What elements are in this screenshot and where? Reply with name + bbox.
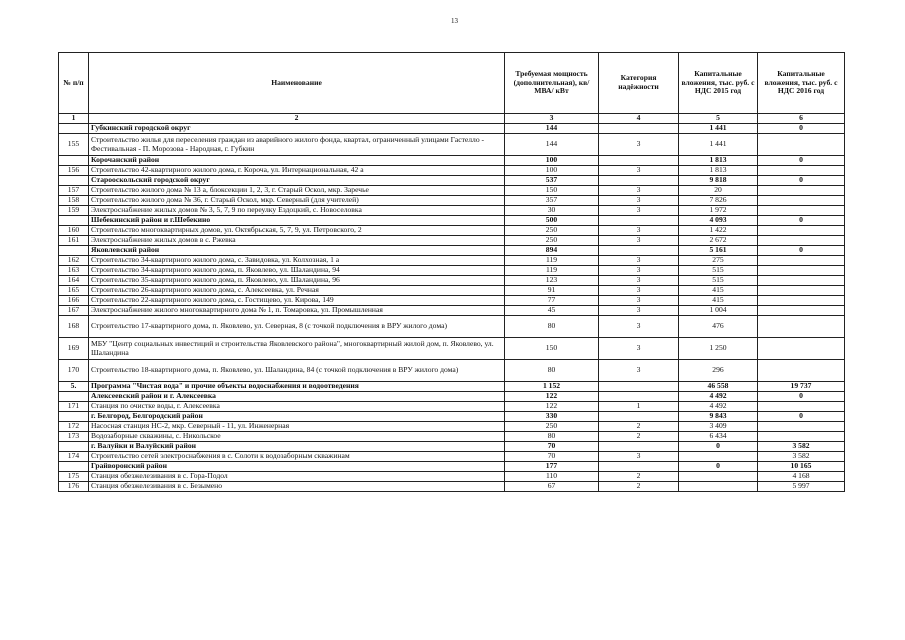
row-category: 3 bbox=[599, 452, 679, 462]
row-power: 77 bbox=[505, 296, 599, 306]
row-number: 162 bbox=[59, 256, 89, 266]
row-number bbox=[59, 156, 89, 166]
row-power: 500 bbox=[505, 216, 599, 226]
row-power: 330 bbox=[505, 412, 599, 422]
section-row bbox=[59, 156, 845, 166]
row-category: 3 bbox=[599, 186, 679, 196]
row-cap-2015 bbox=[679, 472, 758, 482]
row-power: 80 bbox=[505, 316, 599, 338]
row-cap-2015: 4 492 bbox=[679, 402, 758, 412]
table-row bbox=[59, 402, 845, 412]
section-row bbox=[59, 176, 845, 186]
row-power: 122 bbox=[505, 392, 599, 402]
row-cap-2016: 0 bbox=[758, 156, 845, 166]
row-name: Станция по очистке воды, г. Алексеевка bbox=[89, 402, 505, 412]
row-cap-2015: 7 826 bbox=[679, 196, 758, 206]
row-cap-2015: 476 bbox=[679, 316, 758, 338]
row-number: 173 bbox=[59, 432, 89, 442]
row-number: 166 bbox=[59, 296, 89, 306]
row-power: 110 bbox=[505, 472, 599, 482]
row-category: 2 bbox=[599, 432, 679, 442]
table-row bbox=[59, 432, 845, 442]
header-category: Категория надёжности bbox=[599, 53, 679, 114]
row-number: 169 bbox=[59, 338, 89, 360]
row-power: 250 bbox=[505, 226, 599, 236]
row-power: 70 bbox=[505, 452, 599, 462]
row-name: Губкинский городской округ bbox=[89, 124, 505, 134]
row-cap-2015: 2 672 bbox=[679, 236, 758, 246]
row-cap-2015: 5 161 bbox=[679, 246, 758, 256]
row-name: Электроснабжение жилых домов в с. Ржевка bbox=[89, 236, 505, 246]
table-row bbox=[59, 186, 845, 196]
row-cap-2016: 5 997 bbox=[758, 482, 845, 492]
row-category: 3 bbox=[599, 360, 679, 382]
row-number: 159 bbox=[59, 206, 89, 216]
row-power: 537 bbox=[505, 176, 599, 186]
row-name: Строительство сетей электроснабжения в с. Солоти к водозаборным скважинам bbox=[89, 452, 505, 462]
row-number: 5. bbox=[59, 382, 89, 392]
header-row bbox=[59, 53, 845, 114]
row-number: 155 bbox=[59, 134, 89, 156]
table-row bbox=[59, 196, 845, 206]
row-cap-2016: 0 bbox=[758, 176, 845, 186]
row-number: 164 bbox=[59, 276, 89, 286]
table-row bbox=[59, 166, 845, 176]
row-category: 3 bbox=[599, 338, 679, 360]
row-cap-2016 bbox=[758, 296, 845, 306]
row-number: 171 bbox=[59, 402, 89, 412]
table-row bbox=[59, 338, 845, 360]
section-row bbox=[59, 124, 845, 134]
row-cap-2016 bbox=[758, 286, 845, 296]
row-category bbox=[599, 412, 679, 422]
header-number: 4 bbox=[599, 114, 679, 124]
row-number: 161 bbox=[59, 236, 89, 246]
row-cap-2016: 3 582 bbox=[758, 442, 845, 452]
row-power: 67 bbox=[505, 482, 599, 492]
row-power: 122 bbox=[505, 402, 599, 412]
row-name: Старооскольский городской округ bbox=[89, 176, 505, 186]
row-cap-2015: 9 818 bbox=[679, 176, 758, 186]
table-row bbox=[59, 226, 845, 236]
row-cap-2016 bbox=[758, 422, 845, 432]
header-name: Наименование bbox=[89, 53, 505, 114]
row-category: 3 bbox=[599, 196, 679, 206]
row-number bbox=[59, 176, 89, 186]
row-category: 3 bbox=[599, 306, 679, 316]
row-category: 3 bbox=[599, 166, 679, 176]
row-power: 177 bbox=[505, 462, 599, 472]
row-category bbox=[599, 462, 679, 472]
header-power: Требуемая мощность (дополнительная), кв/ МВА/ кВт bbox=[505, 53, 599, 114]
table-row bbox=[59, 286, 845, 296]
row-number: 168 bbox=[59, 316, 89, 338]
table-body bbox=[59, 124, 845, 492]
row-cap-2016 bbox=[758, 402, 845, 412]
section-row bbox=[59, 382, 845, 392]
row-name: Строительство 42-квартирного жилого дома, г. Короча, ул. Интернациональная, 42 а bbox=[89, 166, 505, 176]
row-name: Строительство 34-квартирного жилого дома, п. Яковлево, ул. Шаландина, 94 bbox=[89, 266, 505, 276]
row-cap-2015: 1 813 bbox=[679, 166, 758, 176]
table-row bbox=[59, 266, 845, 276]
row-name: Водозаборные скважины, с. Никольское bbox=[89, 432, 505, 442]
row-cap-2015: 4 492 bbox=[679, 392, 758, 402]
row-cap-2016 bbox=[758, 226, 845, 236]
section-row bbox=[59, 216, 845, 226]
row-name: Грайворонский район bbox=[89, 462, 505, 472]
row-number: 158 bbox=[59, 196, 89, 206]
row-power: 119 bbox=[505, 266, 599, 276]
row-cap-2016 bbox=[758, 360, 845, 382]
table-row bbox=[59, 306, 845, 316]
row-name: Строительство 18-квартирного дома, п. Яковлево, ул. Шаландина, 84 (с точкой подключения в ВРУ жилого дома) bbox=[89, 360, 505, 382]
row-cap-2016 bbox=[758, 196, 845, 206]
row-number: 176 bbox=[59, 482, 89, 492]
row-number bbox=[59, 442, 89, 452]
row-power: 45 bbox=[505, 306, 599, 316]
row-power: 144 bbox=[505, 124, 599, 134]
row-cap-2015: 275 bbox=[679, 256, 758, 266]
row-name: Яковлевский район bbox=[89, 246, 505, 256]
row-category: 3 bbox=[599, 206, 679, 216]
table-row bbox=[59, 316, 845, 338]
row-category bbox=[599, 392, 679, 402]
row-power: 150 bbox=[505, 338, 599, 360]
section-row bbox=[59, 442, 845, 452]
row-name: Строительство 35-квартирного жилого дома, п. Яковлево, ул. Шаландина, 96 bbox=[89, 276, 505, 286]
row-cap-2016 bbox=[758, 338, 845, 360]
row-name: Строительство 26-квартирного жилого дома, с. Алексеевка, ул. Речная bbox=[89, 286, 505, 296]
row-number: 175 bbox=[59, 472, 89, 482]
row-cap-2015: 20 bbox=[679, 186, 758, 196]
row-power: 100 bbox=[505, 156, 599, 166]
row-cap-2016 bbox=[758, 276, 845, 286]
row-power: 150 bbox=[505, 186, 599, 196]
table-row bbox=[59, 482, 845, 492]
row-name: Станция обезжелезивания в с. Гора-Подол bbox=[89, 472, 505, 482]
row-cap-2015: 1 422 bbox=[679, 226, 758, 236]
table-row bbox=[59, 296, 845, 306]
row-number: 170 bbox=[59, 360, 89, 382]
row-power: 894 bbox=[505, 246, 599, 256]
header-number-row bbox=[59, 114, 845, 124]
table-row bbox=[59, 422, 845, 432]
row-cap-2016 bbox=[758, 432, 845, 442]
row-category: 3 bbox=[599, 226, 679, 236]
row-cap-2015: 46 558 bbox=[679, 382, 758, 392]
header-num: № п/п bbox=[59, 53, 89, 114]
row-name: МБУ "Центр социальных инвестиций и строительства Яковлевского района", многоквартирный жилой дом, п. Яковлево, ул. Шаландина bbox=[89, 338, 505, 360]
row-category: 2 bbox=[599, 422, 679, 432]
row-name: Шебекинский район и г.Шебекино bbox=[89, 216, 505, 226]
table-row bbox=[59, 472, 845, 482]
row-number bbox=[59, 392, 89, 402]
row-power: 30 bbox=[505, 206, 599, 216]
row-category: 3 bbox=[599, 286, 679, 296]
row-name: Строительство жилого дома № 36, г. Старый Оскол, мкр. Северный (для учителей) bbox=[89, 196, 505, 206]
row-cap-2015: 415 bbox=[679, 296, 758, 306]
row-number: 156 bbox=[59, 166, 89, 176]
row-name: Станция обезжелезивания в с. Безымено bbox=[89, 482, 505, 492]
row-cap-2015: 9 843 bbox=[679, 412, 758, 422]
row-number bbox=[59, 246, 89, 256]
row-category: 3 bbox=[599, 134, 679, 156]
row-name: Электроснабжение жилых домов № 3, 5, 7, 9 по переулку Ездоцкий, с. Новоселовка bbox=[89, 206, 505, 216]
row-cap-2016 bbox=[758, 266, 845, 276]
table-row bbox=[59, 134, 845, 156]
row-category bbox=[599, 382, 679, 392]
row-cap-2016: 3 582 bbox=[758, 452, 845, 462]
table-row bbox=[59, 452, 845, 462]
row-cap-2016: 10 165 bbox=[758, 462, 845, 472]
row-cap-2016 bbox=[758, 186, 845, 196]
row-cap-2015: 4 093 bbox=[679, 216, 758, 226]
row-cap-2015: 0 bbox=[679, 462, 758, 472]
row-cap-2015: 1 004 bbox=[679, 306, 758, 316]
row-cap-2016 bbox=[758, 306, 845, 316]
row-category: 3 bbox=[599, 236, 679, 246]
row-category bbox=[599, 176, 679, 186]
row-category bbox=[599, 216, 679, 226]
row-category: 3 bbox=[599, 266, 679, 276]
row-power: 70 bbox=[505, 442, 599, 452]
row-name: Программа "Чистая вода" и прочие объекты водоснабжения и водоотведения bbox=[89, 382, 505, 392]
row-cap-2016: 0 bbox=[758, 216, 845, 226]
page-number: 13 bbox=[451, 17, 458, 25]
row-category: 3 bbox=[599, 316, 679, 338]
row-number: 157 bbox=[59, 186, 89, 196]
header-number: 3 bbox=[505, 114, 599, 124]
row-number bbox=[59, 412, 89, 422]
row-power: 1 152 bbox=[505, 382, 599, 392]
row-number: 160 bbox=[59, 226, 89, 236]
header-cap-2015: Капитальные вложения, тыс. руб. с НДС 2015 год bbox=[679, 53, 758, 114]
row-cap-2016 bbox=[758, 206, 845, 216]
table-row bbox=[59, 360, 845, 382]
row-cap-2016 bbox=[758, 316, 845, 338]
row-number: 165 bbox=[59, 286, 89, 296]
row-name: Строительство многоквартирных домов, ул. Октябрьская, 5, 7, 9, ул. Петровского, 2 bbox=[89, 226, 505, 236]
row-power: 250 bbox=[505, 236, 599, 246]
header-number: 1 bbox=[59, 114, 89, 124]
row-category: 3 bbox=[599, 276, 679, 286]
row-name: г. Белгород, Белгородский район bbox=[89, 412, 505, 422]
row-name: Насосная станция НС-2, мкр. Северный - 11, ул. Инженерная bbox=[89, 422, 505, 432]
row-cap-2015: 0 bbox=[679, 442, 758, 452]
row-cap-2015: 3 409 bbox=[679, 422, 758, 432]
row-power: 357 bbox=[505, 196, 599, 206]
row-cap-2015: 1 972 bbox=[679, 206, 758, 216]
row-cap-2016 bbox=[758, 256, 845, 266]
row-cap-2015 bbox=[679, 482, 758, 492]
row-name: Электроснабжение жилого многоквартирного дома № 1, п. Томаровка, ул. Промышленная bbox=[89, 306, 505, 316]
header-number: 5 bbox=[679, 114, 758, 124]
row-cap-2016 bbox=[758, 166, 845, 176]
row-cap-2015: 6 434 bbox=[679, 432, 758, 442]
row-cap-2015: 1 441 bbox=[679, 134, 758, 156]
table-row bbox=[59, 236, 845, 246]
row-number bbox=[59, 462, 89, 472]
row-category: 3 bbox=[599, 256, 679, 266]
row-name: г. Валуйки и Валуйский район bbox=[89, 442, 505, 452]
row-cap-2015: 1 813 bbox=[679, 156, 758, 166]
row-cap-2015: 1 250 bbox=[679, 338, 758, 360]
row-cap-2016: 19 737 bbox=[758, 382, 845, 392]
section-row bbox=[59, 412, 845, 422]
row-cap-2016 bbox=[758, 134, 845, 156]
row-category bbox=[599, 246, 679, 256]
row-category bbox=[599, 124, 679, 134]
row-cap-2015: 1 441 bbox=[679, 124, 758, 134]
section-row bbox=[59, 392, 845, 402]
row-cap-2015 bbox=[679, 452, 758, 462]
row-category bbox=[599, 156, 679, 166]
row-cap-2016 bbox=[758, 236, 845, 246]
section-row bbox=[59, 462, 845, 472]
row-category: 2 bbox=[599, 482, 679, 492]
row-name: Строительство 17-квартирного дома, п. Яковлево, ул. Северная, 8 (с точкой подключения в ВРУ жилого дома) bbox=[89, 316, 505, 338]
section-row bbox=[59, 246, 845, 256]
row-power: 91 bbox=[505, 286, 599, 296]
row-category: 2 bbox=[599, 472, 679, 482]
row-cap-2015: 515 bbox=[679, 276, 758, 286]
table-row bbox=[59, 256, 845, 266]
row-number: 174 bbox=[59, 452, 89, 462]
row-cap-2015: 515 bbox=[679, 266, 758, 276]
row-cap-2016: 0 bbox=[758, 392, 845, 402]
row-number bbox=[59, 216, 89, 226]
table-row bbox=[59, 276, 845, 286]
row-power: 80 bbox=[505, 432, 599, 442]
row-category: 3 bbox=[599, 296, 679, 306]
row-number: 163 bbox=[59, 266, 89, 276]
row-power: 80 bbox=[505, 360, 599, 382]
row-power: 250 bbox=[505, 422, 599, 432]
row-name: Строительство жилого дома № 13 а, блоксекции 1, 2, 3, г. Старый Оскол, мкр. Заречье bbox=[89, 186, 505, 196]
row-number: 172 bbox=[59, 422, 89, 432]
table-row bbox=[59, 206, 845, 216]
row-name: Алексеевский район и г. Алексеевка bbox=[89, 392, 505, 402]
row-cap-2016: 0 bbox=[758, 124, 845, 134]
row-name: Строительство 34-квартирного жилого дома, с. Завидовка, ул. Колхозная, 1 а bbox=[89, 256, 505, 266]
header-number: 2 bbox=[89, 114, 505, 124]
row-cap-2015: 415 bbox=[679, 286, 758, 296]
row-power: 100 bbox=[505, 166, 599, 176]
investment-table bbox=[58, 52, 845, 492]
header-cap-2016: Капитальные вложения, тыс. руб. с НДС 2016 год bbox=[758, 53, 845, 114]
row-name: Строительство 22-квартирного жилого дома, с. Гостищево, ул. Кирова, 149 bbox=[89, 296, 505, 306]
row-power: 123 bbox=[505, 276, 599, 286]
row-category: 1 bbox=[599, 402, 679, 412]
row-cap-2016: 4 168 bbox=[758, 472, 845, 482]
row-name: Строительство жилья для переселения граждан из аварийного жилого фонда, квартал, ограниченный улицами Гастелло - Фестивальная - П. Морозова - Народная, г. Губкин bbox=[89, 134, 505, 156]
row-power: 144 bbox=[505, 134, 599, 156]
row-number: 167 bbox=[59, 306, 89, 316]
row-number bbox=[59, 124, 89, 134]
row-name: Корочанский район bbox=[89, 156, 505, 166]
row-category bbox=[599, 442, 679, 452]
row-cap-2015: 296 bbox=[679, 360, 758, 382]
row-cap-2016: 0 bbox=[758, 246, 845, 256]
row-power: 119 bbox=[505, 256, 599, 266]
row-cap-2016: 0 bbox=[758, 412, 845, 422]
header-number: 6 bbox=[758, 114, 845, 124]
